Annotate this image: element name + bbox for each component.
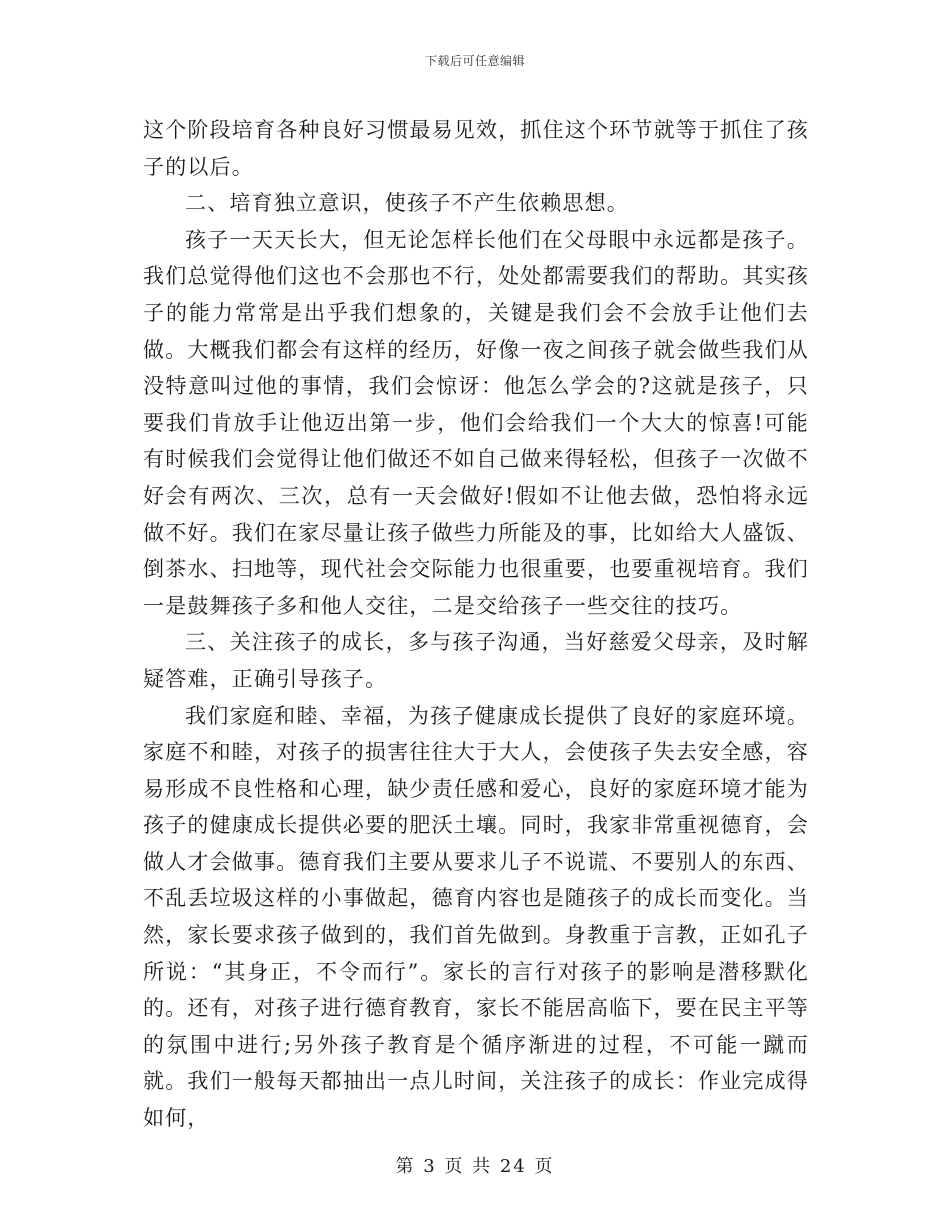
page-header: 下载后可任意编辑: [424, 54, 525, 68]
paragraph-2-heading: 二、培育独立意识，使孩子不产生依赖思想。: [185, 191, 629, 216]
paragraph-3: 孩子一天天长大，但无论怎样长他们在父母眼中永远都是孩子。我们总觉得他们这也不会那也不行，处处都需要我们的帮助。其实孩子的能力常常是出乎我们想象的，关键是我们会不会放手让他们去做。大概我们都会有这样的经历，好像一夜之间孩子就会做些我们从没特意叫过他的事情，我们会惊讶：他怎么学会的?这就是孩子，只要我们肯放手让他迈出第一步，他们会给我们一个大大的惊喜!可能有时候我们会觉得让他们做还不如自己做来得轻松，但孩子一次做不好会有两次、三次，总有一天会做好!假如不让他去做，恐怕将永远做不好。我们在家尽量让孩子做些力所能及的事，比如给大人盛饭、倒茶水、扫地等，现代社会交际能力也很重要，也要重视培育。我们一是鼓舞孩子多和他人交往，二是交给孩子一些交往的技巧。: [143, 227, 809, 618]
document-body: [143, 112, 809, 1137]
page-number: 第 3 页 共 24 页: [395, 1156, 555, 1177]
paragraph-5: 我们家庭和睦、幸福，为孩子健康成长提供了良好的家庭环境。家庭不和睦，对孩子的损害往往大于大人，会使孩子失去安全感，容易形成不良性格和心理，缺少责任感和爱心，良好的家庭环境才能为孩子的健康成长提供必要的肥沃土壤。同时，我家非常重视德育，会做人才会做事。德育我们主要从要求儿子不说谎、不要别人的东西、不乱丢垃圾这样的小事做起，德育内容也是随孩子的成长而变化。当然，家长要求孩子做到的，我们首先做到。身教重于言教，正如孔子所说：“其身正，不令而行”。家长的言行对孩子的影响是潜移默化的。还有，对孩子进行德育教育，家长不能居高临下，要在民主平等的氛围中进行;另外孩子教育是个循序渐进的过程，不可能一蹴而就。我们一般每天都抽出一点儿时间，关注孩子的成长：作业完成得如何，: [143, 703, 809, 1131]
paragraph-1: 这个阶段培育各种良好习惯最易见效，抓住这个环节就等于抓住了孩子的以后。: [143, 118, 809, 179]
paragraph-4-heading: 三、关注孩子的成长，多与孩子沟通，当好慈爱父母亲，及时解疑答难，正确引导孩子。: [143, 630, 809, 691]
